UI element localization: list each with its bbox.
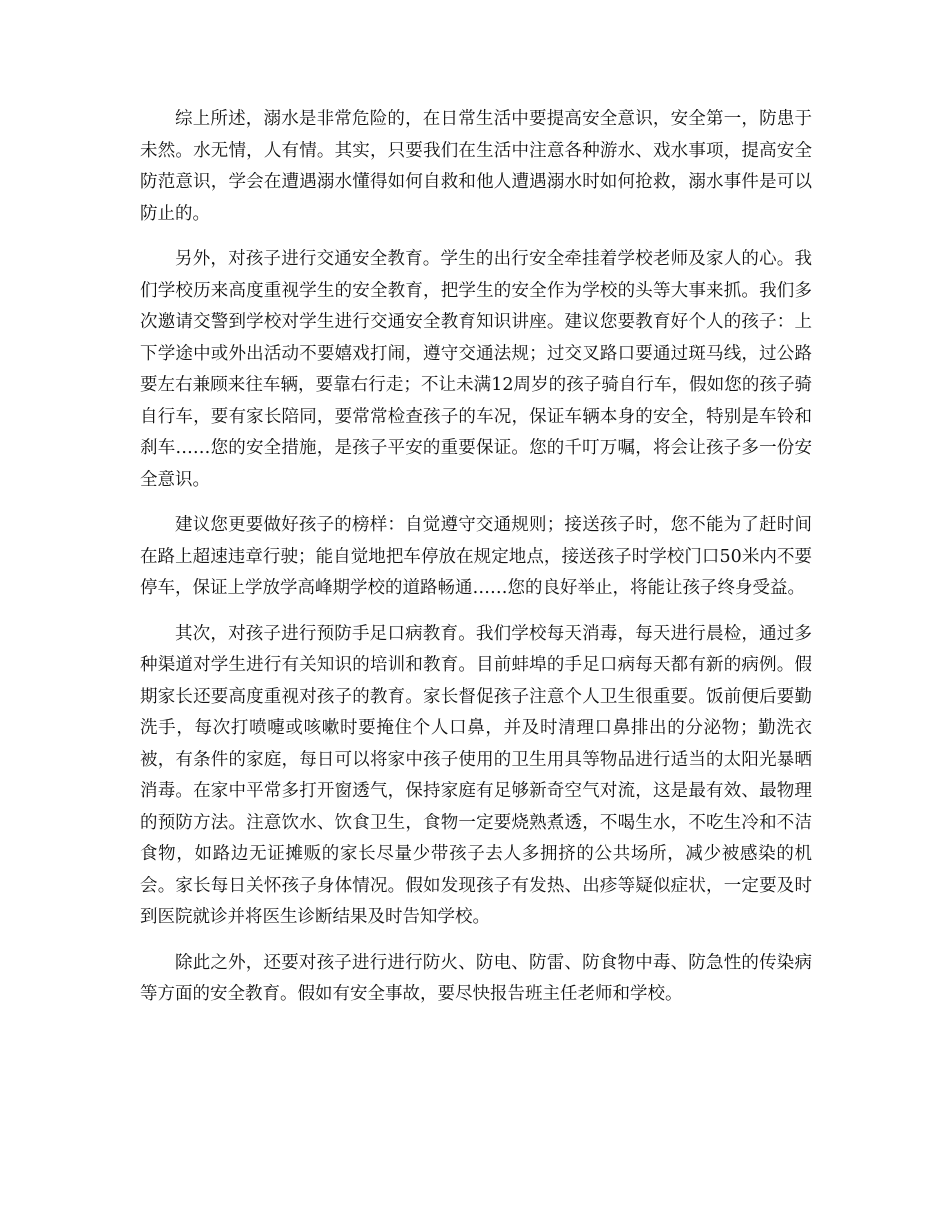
paragraph-other-safety: 除此之外，还要对孩子进行进行防火、防电、防雷、防食物中毒、防急性的传染病等方面的安全教育。假如有安全事故，要尽快报告班主任老师和学校。 <box>140 952 812 1004</box>
document-body <box>140 104 812 1025</box>
paragraph-drowning-summary: 综上所述，溺水是非常危险的，在日常生活中要提高安全意识，安全第一，防患于未然。水无情，人有情。其实，只要我们在生活中注意各种游水、戏水事项，提高安全防范意识，学会在遭遇溺水懂得如何自救和他人遭遇溺水时如何抢救，溺水事件是可以防止的。 <box>140 109 812 224</box>
paragraph-traffic-safety: 另外，对孩子进行交通安全教育。学生的出行安全牵挂着学校老师及家人的心。我们学校历来高度重视学生的安全教育，把学生的安全作为学校的头等大事来抓。我们多次邀请交警到学校对学生进行交通安全教育知识讲座。建议您要教育好个人的孩子：上下学途中或外出活动不要嬉戏打闹，遵守交通法规；过交叉路口要通过斑马线，过公路要左右兼顾来往车辆，要靠右行走；不让未满12周岁的孩子骑自行车，假如您的孩子骑自行车，要有家长陪同，要常常检查孩子的车况，保证车辆本身的安全，特别是车铃和刹车……您的安全措施，是孩子平安的重要保证。您的千叮万嘱，将会让孩子多一份安全意识。 <box>140 249 812 490</box>
paragraph-role-model: 建议您更要做好孩子的榜样：自觉遵守交通规则；接送孩子时，您不能为了赶时间在路上超速违章行驶；能自觉地把车停放在规定地点，接送孩子时学校门口50米内不要停车，保证上学放学高峰期学校的道路畅通……您的良好举止，将能让孩子终身受益。 <box>140 515 812 598</box>
paragraph-hand-foot-mouth: 其次，对孩子进行预防手足口病教育。我们学校每天消毒，每天进行晨检，通过多种渠道对学生进行有关知识的培训和教育。目前蚌埠的手足口病每天都有新的病例。假期家长还要高度重视对孩子的教育。家长督促孩子注意个人卫生很重要。饭前便后要勤洗手，每次打喷嚏或咳嗽时要掩住个人口鼻，并及时清理口鼻排出的分泌物；勤洗衣被，有条件的家庭，每日可以将家中孩子使用的卫生用具等物品进行适当的太阳光暴晒消毒。在家中平常多打开窗透气，保持家庭有足够新奇空气对流，这是最有效、最物理的预防方法。注意饮水、饮食卫生，食物一定要烧熟煮透，不喝生水，不吃生冷和不洁食物，如路边无证摊贩的家长尽量少带孩子去人多拥挤的公共场所，减少被感染的机会。家长每日关怀孩子身体情况。假如发现孩子有发热、出疹等疑似症状，一定要及时到医院就诊并将医生诊断结果及时告知学校。 <box>140 623 812 927</box>
